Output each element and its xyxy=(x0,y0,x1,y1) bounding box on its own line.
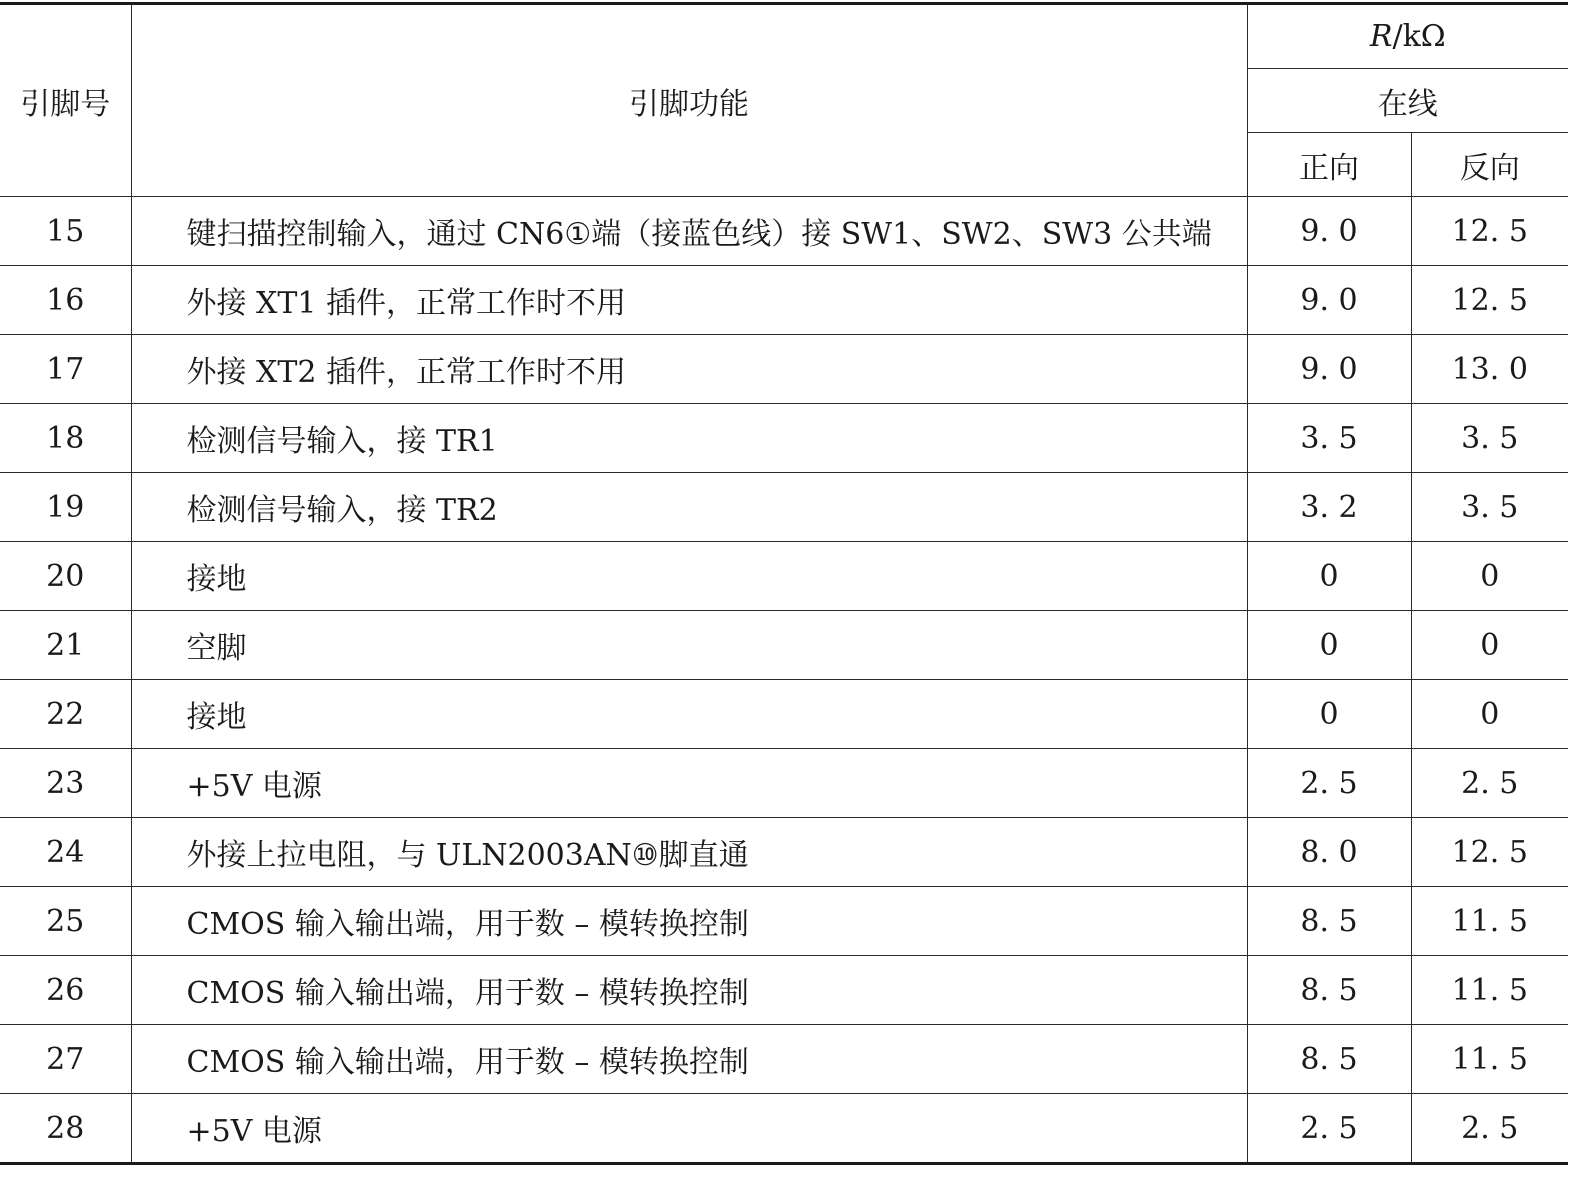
pin-number-cell: 21 xyxy=(0,611,131,680)
reverse-value-cell: 12. 5 xyxy=(1411,818,1568,887)
reverse-value-cell: 2. 5 xyxy=(1411,749,1568,818)
pin-function-cell: CMOS 输入输出端，用于数 – 模转换控制 xyxy=(131,1025,1247,1094)
pin-function-cell: 外接 XT1 插件，正常工作时不用 xyxy=(131,266,1247,335)
pin-number-cell: 23 xyxy=(0,749,131,818)
forward-value-cell: 3. 5 xyxy=(1247,404,1411,473)
pin-function-cell: 接地 xyxy=(131,680,1247,749)
forward-value-cell: 8. 0 xyxy=(1247,818,1411,887)
pin-number-cell: 15 xyxy=(0,197,131,266)
reverse-value-cell: 12. 5 xyxy=(1411,266,1568,335)
forward-value-cell: 0 xyxy=(1247,542,1411,611)
reverse-value-cell: 12. 5 xyxy=(1411,197,1568,266)
pin-number-cell: 17 xyxy=(0,335,131,404)
pin-function-cell: +5V 电源 xyxy=(131,1094,1247,1164)
pin-number-cell: 16 xyxy=(0,266,131,335)
pin-function-cell: CMOS 输入输出端，用于数 – 模转换控制 xyxy=(131,956,1247,1025)
header-pin-function: 引脚功能 xyxy=(131,4,1247,197)
pin-function-cell: +5V 电源 xyxy=(131,749,1247,818)
forward-value-cell: 9. 0 xyxy=(1247,197,1411,266)
reverse-value-cell: 13. 0 xyxy=(1411,335,1568,404)
pin-number-cell: 18 xyxy=(0,404,131,473)
pin-number-cell: 22 xyxy=(0,680,131,749)
reverse-value-cell: 0 xyxy=(1411,542,1568,611)
pin-number-cell: 26 xyxy=(0,956,131,1025)
table-row xyxy=(0,266,1568,335)
forward-value-cell: 9. 0 xyxy=(1247,335,1411,404)
forward-value-cell: 8. 5 xyxy=(1247,956,1411,1025)
pin-function-cell: 外接上拉电阻，与 ULN2003AN⑩脚直通 xyxy=(131,818,1247,887)
pin-function-cell: 检测信号输入，接 TR2 xyxy=(131,473,1247,542)
table-row xyxy=(0,887,1568,956)
pin-function-cell: 外接 XT2 插件，正常工作时不用 xyxy=(131,335,1247,404)
table-row xyxy=(0,749,1568,818)
forward-value-cell: 9. 0 xyxy=(1247,266,1411,335)
header-online: 在线 xyxy=(1247,69,1568,133)
table-row xyxy=(0,335,1568,404)
reverse-value-cell: 0 xyxy=(1411,611,1568,680)
forward-value-cell: 8. 5 xyxy=(1247,1025,1411,1094)
pin-function-cell: 键扫描控制输入，通过 CN6①端（接蓝色线）接 SW1、SW2、SW3 公共端 xyxy=(131,197,1247,266)
reverse-value-cell: 3. 5 xyxy=(1411,473,1568,542)
table-row xyxy=(0,1094,1568,1164)
table-row xyxy=(0,197,1568,266)
pin-number-cell: 28 xyxy=(0,1094,131,1164)
reverse-value-cell: 0 xyxy=(1411,680,1568,749)
forward-value-cell: 0 xyxy=(1247,611,1411,680)
reverse-value-cell: 11. 5 xyxy=(1411,1025,1568,1094)
table-row xyxy=(0,404,1568,473)
reverse-value-cell: 3. 5 xyxy=(1411,404,1568,473)
resistance-unit: /kΩ xyxy=(1392,19,1446,54)
pin-function-cell: CMOS 输入输出端，用于数 – 模转换控制 xyxy=(131,887,1247,956)
pin-function-cell: 接地 xyxy=(131,542,1247,611)
pin-resistance-table xyxy=(0,2,1568,1165)
resistance-symbol: R xyxy=(1369,19,1393,54)
forward-value-cell: 2. 5 xyxy=(1247,1094,1411,1164)
reverse-value-cell: 2. 5 xyxy=(1411,1094,1568,1164)
pin-function-cell: 检测信号输入，接 TR1 xyxy=(131,404,1247,473)
forward-value-cell: 8. 5 xyxy=(1247,887,1411,956)
forward-value-cell: 2. 5 xyxy=(1247,749,1411,818)
header-forward: 正向 xyxy=(1247,133,1411,197)
forward-value-cell: 3. 2 xyxy=(1247,473,1411,542)
forward-value-cell: 0 xyxy=(1247,680,1411,749)
table-row xyxy=(0,542,1568,611)
table-row xyxy=(0,680,1568,749)
header-resistance xyxy=(1247,4,1568,69)
pin-number-cell: 27 xyxy=(0,1025,131,1094)
table-row xyxy=(0,956,1568,1025)
table-row xyxy=(0,818,1568,887)
reverse-value-cell: 11. 5 xyxy=(1411,887,1568,956)
pin-number-cell: 20 xyxy=(0,542,131,611)
pin-number-cell: 24 xyxy=(0,818,131,887)
header-pin-no: 引脚号 xyxy=(0,4,131,197)
table-row xyxy=(0,611,1568,680)
table-row xyxy=(0,473,1568,542)
header-reverse: 反向 xyxy=(1411,133,1568,197)
pin-number-cell: 25 xyxy=(0,887,131,956)
pin-function-cell: 空脚 xyxy=(131,611,1247,680)
table-row xyxy=(0,1025,1568,1094)
pin-number-cell: 19 xyxy=(0,473,131,542)
reverse-value-cell: 11. 5 xyxy=(1411,956,1568,1025)
